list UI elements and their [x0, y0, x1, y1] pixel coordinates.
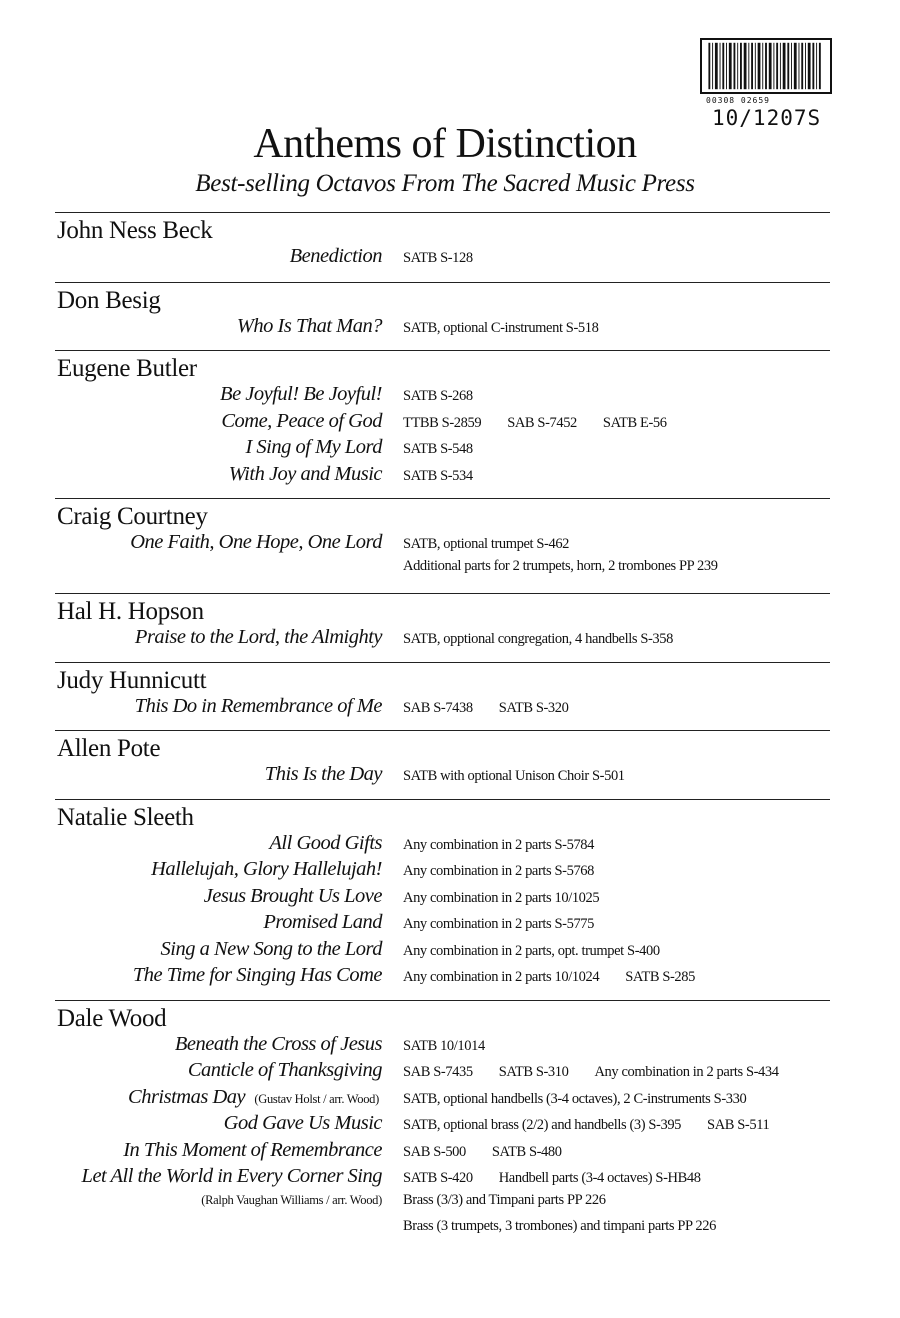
- voicing-details: [403, 388, 499, 405]
- composer-name: Judy Hunnicutt: [57, 666, 207, 694]
- voicing-details: [403, 916, 620, 933]
- voicing-catalog: SATB, optional trumpet S-462: [403, 536, 570, 552]
- composer-list: [55, 212, 830, 1245]
- voicing-catalog: SAB S-511: [707, 1117, 770, 1133]
- voicing-catalog: SATB S-548: [403, 441, 473, 457]
- piece-title: I Sing of My Lord: [245, 436, 382, 458]
- page-title: Anthems of Distinction: [253, 121, 637, 167]
- barcode-bars: [700, 38, 832, 94]
- voicing-catalog: SATB 10/1014: [403, 1037, 485, 1054]
- octavo-entry: [55, 410, 830, 437]
- voicing-details: [403, 890, 625, 907]
- octavo-entry: [55, 885, 830, 912]
- voicing-catalog: SATB with optional Unison Choir S-501: [403, 768, 625, 784]
- voicing-catalog: SATB, optional C-instrument S-518: [403, 319, 599, 336]
- piece-title: Come, Peace of God: [221, 409, 382, 432]
- octavo-entry: [55, 1112, 830, 1139]
- voicing-catalog: Any combination in 2 parts 10/1024: [403, 969, 600, 985]
- voicing-details: [403, 969, 721, 986]
- piece-title: Be Joyful! Be Joyful!: [220, 383, 382, 405]
- composer-section: [55, 799, 830, 1000]
- composer-section: [55, 498, 830, 593]
- piece-title: Promised Land: [263, 911, 382, 933]
- octavo-entry: [55, 1139, 830, 1166]
- piece-title: With Joy and Music: [228, 462, 382, 485]
- voicing-catalog: SATB S-480: [491, 1143, 562, 1160]
- voicing-catalog: SATB, opptional congregation, 4 handbells S-358: [403, 631, 673, 647]
- voicing-catalog: Any combination in 2 parts S-5775: [403, 916, 594, 932]
- octavo-entry: [55, 858, 830, 885]
- octavo-entry: [55, 938, 830, 965]
- voicing-details: [403, 441, 499, 458]
- voicing-details: [403, 1091, 772, 1108]
- composer-section: [55, 350, 830, 498]
- piece-title: In This Moment of Remembrance: [123, 1138, 382, 1161]
- catalog-number: 10/1207S: [712, 106, 822, 130]
- octavo-entry: [55, 245, 830, 272]
- octavo-entry: [55, 1033, 830, 1060]
- voicing-details: [403, 837, 620, 854]
- voicing-catalog: SATB, optional handbells (3-4 octaves), 2 C-instruments S-330: [403, 1090, 747, 1107]
- piece-title: This Is the Day: [264, 763, 382, 785]
- voicing-catalog: Any combination in 2 parts 10/1025: [403, 889, 600, 906]
- arranger-credit: (Gustav Holst / arr. Wood): [254, 1091, 379, 1106]
- octavo-entry: [55, 558, 830, 585]
- voicing-catalog: Any combination in 2 parts S-5768: [403, 863, 594, 879]
- voicing-catalog: SAB S-500: [403, 1143, 466, 1160]
- piece-title: Benediction: [289, 245, 382, 267]
- voicing-details: [403, 1144, 588, 1161]
- voicing-catalog: SATB, optional brass (2/2) and handbells (3) S-395: [403, 1117, 682, 1133]
- voicing-catalog: Any combination in 2 parts S-5784: [403, 836, 594, 853]
- composer-name: Don Besig: [57, 286, 161, 314]
- voicing-details: [403, 250, 499, 267]
- piece-title: Let All the World in Every Corner Sing: [81, 1165, 382, 1187]
- octavo-entry: [55, 832, 830, 859]
- voicing-details: [403, 1064, 805, 1081]
- piece-title: Jesus Brought Us Love: [203, 884, 382, 907]
- composer-name: Eugene Butler: [57, 355, 197, 382]
- octavo-entry: [55, 1192, 830, 1219]
- voicing-catalog: SATB S-310: [498, 1064, 569, 1080]
- voicing-details: [403, 943, 686, 960]
- piece-title: The Time for Singing Has Come: [132, 964, 382, 986]
- piece-title: Beneath the Cross of Jesus: [174, 1032, 382, 1055]
- voicing-catalog: SAB S-7435: [403, 1064, 473, 1080]
- octavo-entry: [55, 964, 830, 991]
- voicing-details: [403, 558, 744, 575]
- voicing-catalog: Brass (3 trumpets, 3 trombones) and timpani parts PP 226: [403, 1218, 716, 1234]
- voicing-catalog: Additional parts for 2 trumpets, horn, 2 trombones PP 239: [403, 557, 718, 574]
- piece-title: Praise to the Lord, the Almighty: [134, 626, 382, 648]
- octavo-entry: [55, 383, 830, 410]
- voicing-details: [403, 631, 699, 648]
- piece-title: Hallelujah, Glory Hallelujah!: [151, 858, 382, 880]
- voicing-catalog: SATB S-420: [403, 1170, 473, 1186]
- piece-title-text: Christmas Day: [128, 1085, 246, 1108]
- voicing-catalog: SATB S-320: [498, 699, 569, 716]
- voicing-catalog: SAB S-7452: [507, 414, 577, 431]
- voicing-details: [403, 700, 594, 717]
- octavo-entry: [55, 531, 830, 558]
- voicing-catalog: SATB S-268: [403, 388, 473, 404]
- composer-section: [55, 1000, 830, 1245]
- page-subtitle: Best-selling Octavos From The Sacred Music Press: [195, 170, 695, 197]
- piece-title: God Gave Us Music: [223, 1112, 382, 1134]
- composer-section: [55, 593, 830, 662]
- piece-title: Sing a New Song to the Lord: [160, 937, 382, 960]
- octavo-entry: [55, 763, 830, 790]
- voicing-catalog: Any combination in 2 parts S-434: [594, 1064, 779, 1080]
- voicing-catalog: Any combination in 2 parts, opt. trumpet S-400: [403, 942, 660, 959]
- composer-name: Allen Pote: [57, 735, 161, 762]
- octavo-entry: [55, 1086, 830, 1113]
- composer-section: [55, 662, 830, 731]
- voicing-details: [403, 415, 693, 432]
- voicing-details: [403, 1117, 795, 1134]
- barcode: [700, 38, 832, 108]
- voicing-catalog: Brass (3/3) and Timpani parts PP 226: [403, 1191, 606, 1208]
- composer-name: Craig Courtney: [57, 503, 208, 530]
- voicing-details: [403, 1170, 727, 1187]
- voicing-details: [403, 1192, 632, 1209]
- piece-title: This Do in Remembrance of Me: [134, 694, 382, 717]
- voicing-details: [403, 320, 624, 337]
- piece-title: One Faith, One Hope, One Lord: [130, 531, 382, 553]
- octavo-entry: [55, 626, 830, 653]
- voicing-catalog: SATB S-534: [403, 467, 473, 484]
- octavo-entry: [55, 1218, 830, 1245]
- voicing-details: [403, 863, 620, 880]
- voicing-catalog: SATB S-128: [403, 250, 473, 266]
- piece-title: All Good Gifts: [269, 831, 382, 854]
- voicing-catalog: SATB E-56: [602, 414, 667, 431]
- octavo-entry: [55, 695, 830, 722]
- piece-title: [55, 1086, 382, 1109]
- octavo-entry: [55, 911, 830, 938]
- octavo-entry: [55, 463, 830, 490]
- voicing-details: [403, 468, 499, 485]
- composer-section: [55, 212, 830, 282]
- voicing-catalog: SAB S-7438: [403, 699, 473, 716]
- voicing-catalog: SATB S-285: [625, 969, 695, 985]
- octavo-entry: [55, 1165, 830, 1192]
- composer-section: [55, 730, 830, 799]
- voicing-catalog: Handbell parts (3-4 octaves) S-HB48: [498, 1170, 701, 1186]
- composer-name: Hal H. Hopson: [57, 598, 204, 625]
- barcode-digits: 00308 02659: [706, 96, 770, 105]
- piece-title: Canticle of Thanksgiving: [187, 1059, 382, 1081]
- composer-section: [55, 282, 830, 351]
- voicing-details: [403, 1038, 511, 1055]
- octavo-entry: [55, 436, 830, 463]
- piece-title: Who Is That Man?: [236, 314, 382, 337]
- octavo-entry: [55, 1059, 830, 1086]
- octavo-entry: [55, 315, 830, 342]
- composer-name: Dale Wood: [57, 1004, 167, 1032]
- voicing-details: [403, 768, 651, 785]
- voicing-details: [403, 536, 595, 553]
- composer-name: John Ness Beck: [57, 217, 213, 244]
- arranger-credit: (Ralph Vaughan Williams / arr. Wood): [201, 1192, 382, 1207]
- voicing-catalog: TTBB S-2859: [403, 414, 482, 431]
- composer-name: Natalie Sleeth: [57, 803, 194, 831]
- voicing-details: [403, 1218, 742, 1235]
